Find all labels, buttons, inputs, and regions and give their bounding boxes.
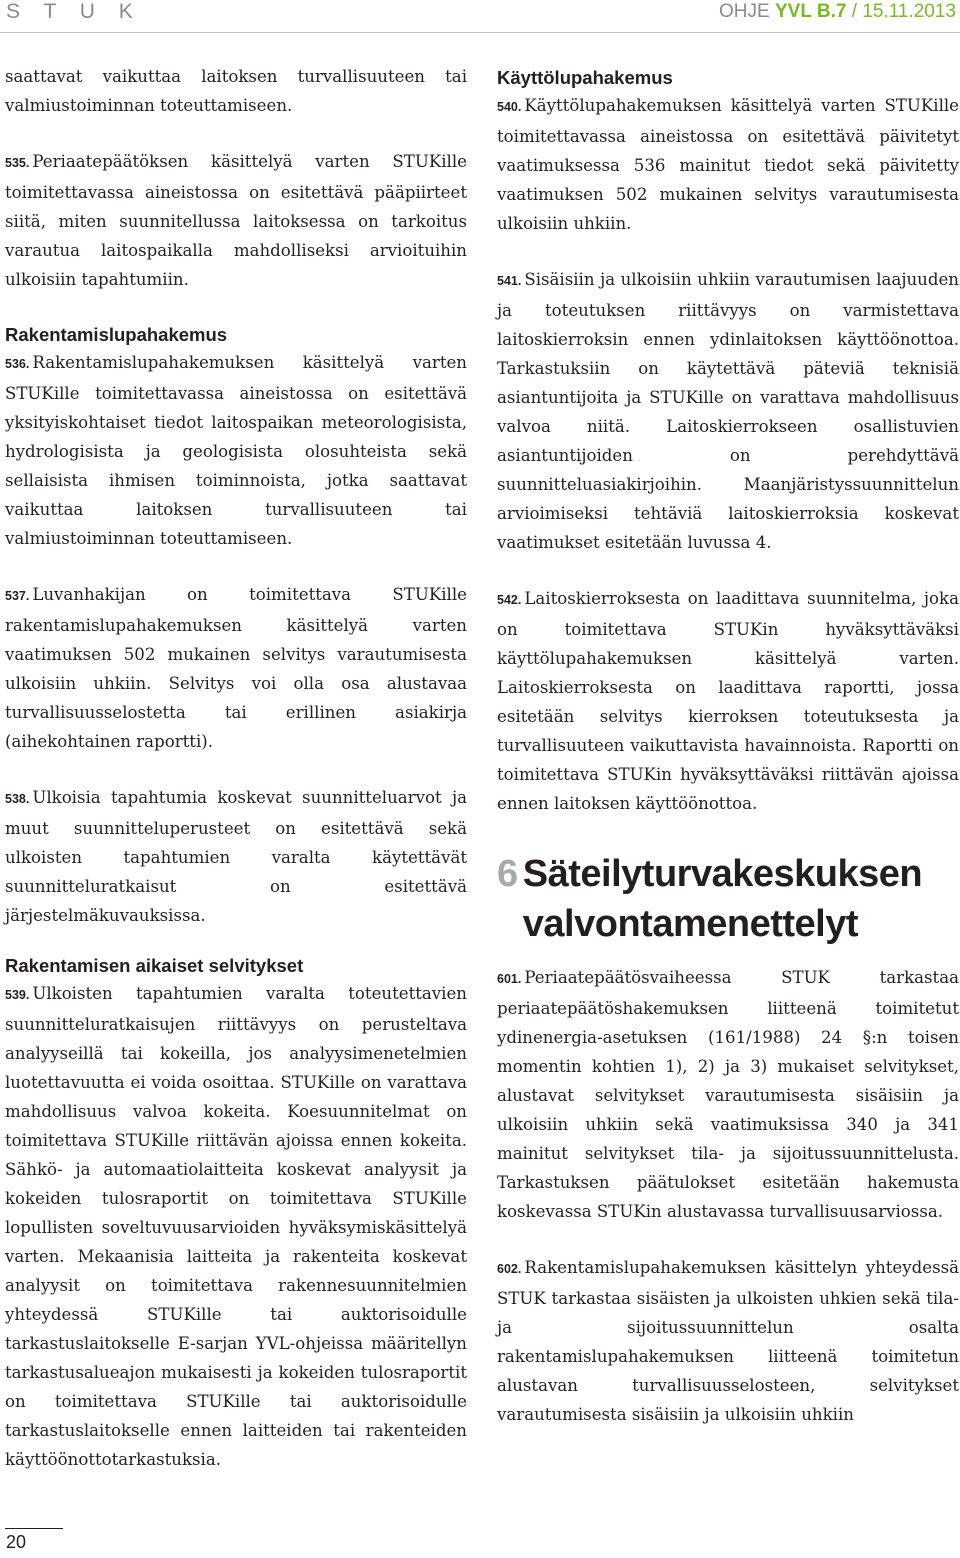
paragraph-602: 602. Rakentamislupahakemuksen käsittelyn yhteydessä STUK tarkastaa sisäisten ja ulkoisten uhkien sekä tila- ja sijoitussuunnittelun osalta rakentamislupahakemuksen liitteenä toimitetun alustavan turvallisuusselosteen, selvitykset varautumisesta sisäisiin ja ulkoisiin uhkiin [497, 1258, 959, 1424]
left-column [5, 62, 467, 1474]
heading-rakentamisen-aikaiset-selvitykset: Rakentamisen aikaiset selvitykset [5, 955, 304, 976]
paragraph-538: 538. Ulkoisia tapahtumia koskevat suunnitteluarvot ja muut suunnitteluperusteet on esitettävä sekä ulkoisten tapahtumien varalta käytettävät suunnitteluratkaisut on esitettävä järjestelmäkuvauksissa. [5, 788, 467, 925]
page-number: 20 [6, 1532, 27, 1552]
footer-rule [5, 1528, 63, 1529]
paragraph-537: 537. Luvanhakijan on toimitettava STUKille rakentamislupahakemuksen käsittelyä varten vaatimuksen 502 mukainen selvitys varautumisesta ulkoisiin uhkiin. Selvitys voi olla osa alustavaa turvallisuusselostetta tai erillinen asiakirja (aihekohtainen raportti). [5, 585, 467, 751]
chapter-number: 6 [497, 853, 519, 895]
page-header [0, 0, 960, 33]
paragraph-539: 539. Ulkoisten tapahtumien varalta toteutettavien suunnitteluratkaisujen riittävyys on perusteltava analyyseillä tai kokeilla, jos analyysimenetelmien luotettavuutta ei voida osoittaa. STUKille on varattava mahdollisuus valvoa kokeita. Koesuunnitelmat on toimitettava STUKille riittävän ajoissa ennen kokeita. Sähkö- ja automaatiolaitteita koskevat analyysit ja kokeiden tulosraportit on toimitettava STUKille lopullisten soveltuvuusarvioiden hyväksymiskäsittelyä varten. Mekaanisia laitteita ja rakenteita koskevat analyysit on toimitettava rakennesuunnitelmien yhteydessä STUKille tai auktorisoidulle tarkastuslaitokselle E-sarjan YVL-ohjeissa määritellyn tarkastusalueajon mukaisesti ja kokeiden tulosraportit on toimitettava STUKille tai auktorisoidulle tarkastuslaitokselle ennen laitteiden tai rakenteiden käyttöönottotarkastuksia. [5, 984, 467, 1469]
paragraph-535: 535. Periaatepäätöksen käsittelyä varten STUKille toimitettavassa aineistossa on esitettävä pääpiirteet siitä, miten suunnitellussa laitoksessa on tarkoitus varautua laitospaikalla mahdolliseksi arvioituihin ulkoisiin tapahtumiin. [5, 152, 467, 289]
paragraph-number: 601. [497, 972, 522, 986]
right-column [497, 64, 959, 1429]
heading-rakentamislupahakemus: Rakentamislupahakemus [5, 324, 228, 345]
paragraph-542: 542. Laitoskierroksesta on laadittava suunnitelma, joka on toimitettava STUKin hyväksyttäväksi käyttölupahakemuksen käsittelyä varten. Laitoskierroksesta on laadittava raportti, jossa esitetään selvitys kierroksen toteutuksesta ja turvallisuuteen vaikuttavista havainnoista. Raportti on toimitettava STUKin hyväksyttäväksi riittävän ajoissa ennen laitoksen käyttöönottoa. [497, 589, 959, 813]
heading-kayttolupahakemus: Käyttölupahakemus [497, 67, 673, 88]
guide-date: / 15.11.2013 [851, 1, 956, 22]
paragraph-number: 540. [497, 100, 522, 114]
paragraph-number: 542. [497, 593, 522, 607]
paragraph-number: 538. [5, 792, 30, 806]
paragraph-number: 537. [5, 589, 30, 603]
paragraph-number: 539. [5, 988, 30, 1002]
chapter-heading [497, 849, 959, 949]
paragraph-540: 540. Käyttölupahakemuksen käsittelyä varten STUKille toimitettavassa aineistossa on esitettävä päivitetyt vaatimuksessa 536 mainitut tiedot sekä päivitetty vaatimuksen 502 mukainen selvitys varautumisesta ulkoisiin uhkiin. [497, 96, 959, 233]
paragraph-number: 541. [497, 274, 522, 288]
guide-code: YVL B.7 [775, 1, 847, 22]
paragraph-continued: saattavat vaikuttaa laitoksen turvallisuuteen tai valmiustoiminnan toteuttamiseen. [5, 67, 467, 115]
stuk-logo: S T U K [6, 0, 142, 23]
paragraph-number: 535. [5, 156, 30, 170]
paragraph-536: 536. Rakentamislupahakemuksen käsittelyä varten STUKille toimitettavassa aineistossa on esitettävä yksityiskohtaiset tiedot laitospaikan meteorologisista, hydrologisista ja geologisista olosuhteista sekä sellaisista ihmisen toiminnoista, jotka saattavat vaikuttaa laitoksen turvallisuuteen tai valmiustoiminnan toteuttamiseen. [5, 353, 467, 548]
paragraph-number: 536. [5, 357, 30, 371]
chapter-title: Säteilyturvakeskuksen valvontamenettelyt [522, 853, 923, 945]
guide-label: OHJE [719, 1, 770, 22]
paragraph-541: 541. Sisäisiin ja ulkoisiin uhkiin varautumisen laajuuden ja toteutuksen riittävyys on varmistettava laitoskierroksin ennen ydinlaitoksen käyttöönottoa. Tarkastuksiin on käytettävä päteviä teknisiä asiantuntijoita ja STUKille on varattava mahdollisuus valvoa niitä. Laitoskierrokseen osallistuvien asiantuntijoiden on perehdyttävä suunnitteluasiakirjoihin. Maanjäristyssuunnittelun arvioimiseksi tehtäviä laitoskierroksia koskevat vaatimukset esitetään luvussa 4. [497, 270, 959, 552]
paragraph-number: 602. [497, 1262, 522, 1276]
document-id [719, 1, 956, 23]
paragraph-601: 601. Periaatepäätösvaiheessa STUK tarkastaa periaatepäätöshakemuksen liitteenä toimitetut ydinenergia-asetuksen (161/1988) 24 §:n toisen momentin kohtien 1), 2) ja 3) mukaiset selvitykset, alustavat selvitykset varautumisesta sisäisiin ja ulkoisiin uhkiin sekä vaatimuksissa 340 ja 341 mainitut selvitykset tila- ja sijoitussuunnittelusta. Tarkastuksen päätulokset esitetään hakemusta koskevassa STUKin alustavassa turvallisuusarviossa. [497, 968, 959, 1221]
